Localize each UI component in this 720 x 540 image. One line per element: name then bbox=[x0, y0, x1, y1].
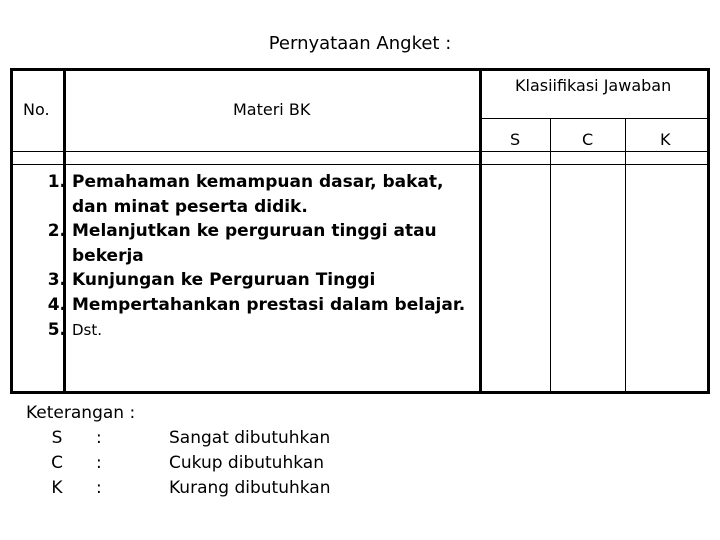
legend-row bbox=[26, 451, 324, 476]
column-header-k: K bbox=[660, 130, 671, 149]
item-text: Dst. bbox=[72, 320, 103, 339]
column-header-s: S bbox=[510, 130, 521, 149]
table-border-left bbox=[10, 68, 13, 394]
legend-description: Sangat dibutuhkan bbox=[169, 428, 331, 448]
header-divider-bottom bbox=[10, 164, 710, 165]
item-number: 4. bbox=[47, 294, 66, 315]
legend-separator: : bbox=[96, 478, 102, 498]
column-divider-c bbox=[625, 118, 626, 394]
column-header-c: C bbox=[582, 130, 594, 149]
list-item bbox=[30, 318, 470, 343]
item-number: 3. bbox=[47, 270, 66, 291]
legend-separator: : bbox=[96, 428, 102, 448]
item-text: Pemahaman kemampuan dasar, bakat, dan minat peserta didik. bbox=[72, 172, 444, 217]
table-border-top bbox=[10, 68, 710, 71]
list-item bbox=[30, 293, 470, 318]
list-item bbox=[30, 268, 470, 293]
legend-code: K bbox=[51, 478, 63, 498]
item-text: Mempertahankan prestasi dalam belajar. bbox=[72, 294, 466, 315]
item-text: Kunjungan ke Perguruan Tinggi bbox=[72, 270, 376, 291]
table-border-bottom bbox=[10, 391, 710, 394]
column-divider-materi bbox=[479, 68, 482, 394]
list-item bbox=[30, 170, 470, 219]
header-divider-top bbox=[10, 151, 710, 152]
item-number: 2. bbox=[47, 221, 66, 242]
legend bbox=[26, 401, 331, 501]
item-number: 1. bbox=[47, 172, 66, 192]
legend-description: Cukup dibutuhkan bbox=[169, 453, 324, 473]
legend-title: Keterangan : bbox=[26, 403, 136, 423]
item-number: 5. bbox=[47, 319, 66, 340]
header-divider-klasifikasi bbox=[479, 118, 710, 119]
legend-row bbox=[26, 476, 331, 501]
list-item bbox=[30, 219, 470, 268]
column-header-materi: Materi BK bbox=[233, 100, 311, 119]
legend-code: C bbox=[51, 453, 63, 473]
column-header-klasifikasi: Klasiifikasi Jawaban bbox=[515, 76, 672, 95]
column-divider-s bbox=[550, 118, 551, 394]
legend-separator: : bbox=[96, 453, 102, 473]
legend-description: Kurang dibutuhkan bbox=[169, 478, 331, 498]
materi-list bbox=[30, 170, 470, 342]
table-border-right bbox=[707, 68, 710, 394]
column-header-no: No. bbox=[23, 100, 50, 119]
page-title: Pernyataan Angket : bbox=[268, 33, 452, 54]
legend-row bbox=[26, 426, 331, 451]
item-text: Melanjutkan ke perguruan tinggi atau bekerja bbox=[72, 221, 437, 266]
legend-code: S bbox=[51, 428, 63, 448]
